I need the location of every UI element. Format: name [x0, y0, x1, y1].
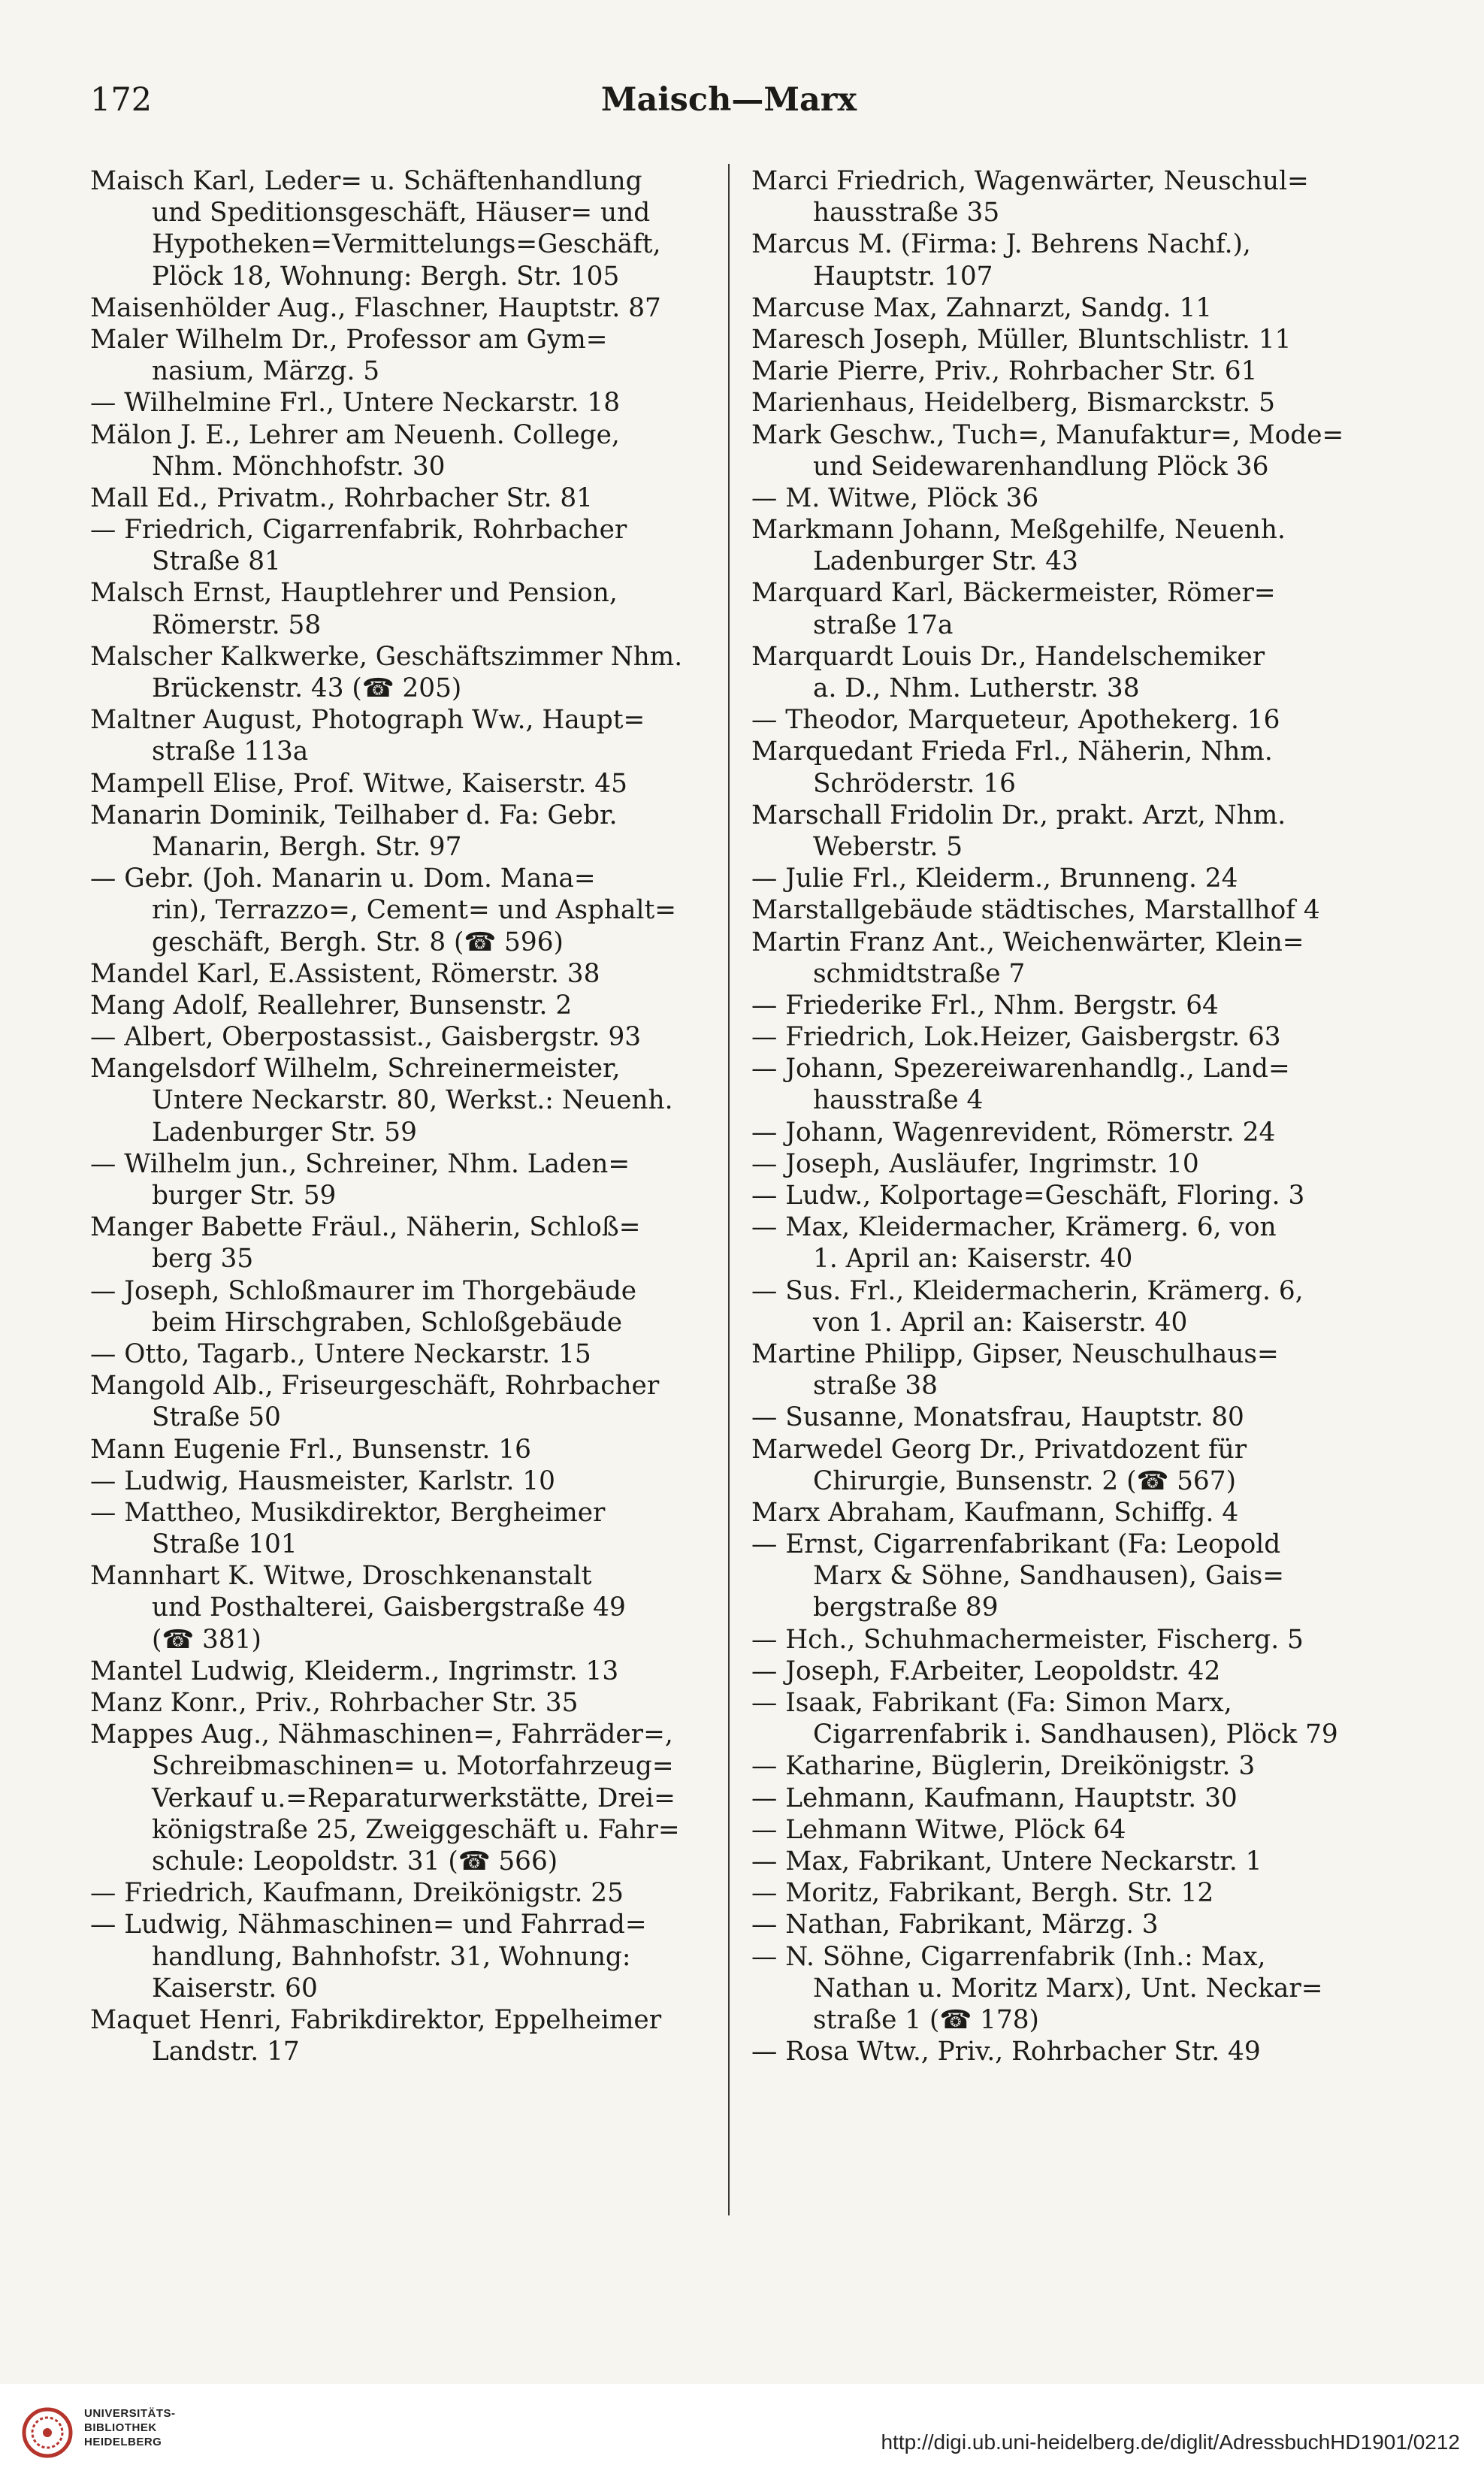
right-column — [751, 165, 1384, 2067]
directory-entry-line: Maltner August, Photograph Ww., Haupt= — [90, 705, 645, 736]
directory-entry-line: geschäft, Bergh. Str. 8 (☎ 596) — [152, 927, 564, 957]
directory-entry-line: — Johann, Wagenrevident, Römerstr. 24 — [751, 1117, 1276, 1148]
directory-entry-line: a. D., Nhm. Lutherstr. 38 — [813, 673, 1140, 703]
directory-entry-line: — M. Witwe, Plöck 36 — [751, 482, 1039, 513]
directory-entry-line: Hauptstr. 107 — [813, 261, 993, 292]
directory-entry-line: Weberstr. 5 — [813, 831, 963, 862]
directory-entry-line: hausstraße 35 — [813, 198, 1000, 228]
directory-entry-line: — Friederike Frl., Nhm. Bergstr. 64 — [751, 990, 1219, 1021]
directory-entry-line: Martine Philipp, Gipser, Neuschulhaus= — [751, 1338, 1279, 1369]
directory-entry-line: — Julie Frl., Kleiderm., Brunneng. 24 — [751, 863, 1238, 894]
directory-entry-line: Marie Pierre, Priv., Rohrbacher Str. 61 — [751, 356, 1258, 387]
directory-entry-line: straße 113a — [152, 736, 309, 767]
directory-entry-line: — Lehmann Witwe, Plöck 64 — [751, 1814, 1126, 1845]
footer-bar — [0, 2384, 1484, 2489]
directory-entry-line: und Posthalterei, Gaisbergstraße 49 — [152, 1592, 626, 1623]
directory-entry-line: — Ludwig, Hausmeister, Karlstr. 10 — [90, 1465, 555, 1496]
directory-entry-line: — Susanne, Monatsfrau, Hauptstr. 80 — [751, 1402, 1244, 1433]
directory-entry-line: Cigarrenfabrik i. Sandhausen), Plöck 79 — [813, 1719, 1338, 1750]
directory-entry-line: — Theodor, Marqueteur, Apothekerg. 16 — [751, 705, 1280, 736]
directory-entry-line: — Johann, Spezereiwarenhandlg., Land= — [751, 1054, 1290, 1084]
directory-entry-line: straße 1 (☎ 178) — [813, 2004, 1039, 2035]
directory-entry-line: Mann Eugenie Frl., Bunsenstr. 16 — [90, 1434, 531, 1465]
directory-entry-line: — Wilhelmine Frl., Untere Neckarstr. 18 — [90, 388, 621, 419]
directory-entry-line: Marquedant Frieda Frl., Näherin, Nhm. — [751, 736, 1273, 767]
directory-entry-line: Schröderstr. 16 — [813, 768, 1016, 799]
directory-entry-line: Mampell Elise, Prof. Witwe, Kaiserstr. 45 — [90, 768, 627, 799]
directory-entry-line: Maquet Henri, Fabrikdirektor, Eppelheimer — [90, 2004, 662, 2035]
directory-entry-line: Mang Adolf, Reallehrer, Bunsenstr. 2 — [90, 990, 573, 1021]
directory-entry-line: — Lehmann, Kaufmann, Hauptstr. 30 — [751, 1783, 1238, 1813]
directory-entry-line: und Speditionsgeschäft, Häuser= und — [152, 198, 651, 228]
directory-entry-line: Marcuse Max, Zahnarzt, Sandg. 11 — [751, 292, 1213, 323]
directory-entry-line: nasium, Märzg. 5 — [152, 356, 380, 387]
directory-entry-line: — Hch., Schuhmachermeister, Fischerg. 5 — [751, 1624, 1304, 1655]
directory-entry-line: Mandel Karl, E.Assistent, Römerstr. 38 — [90, 958, 600, 989]
directory-entry-line: — Joseph, Schloßmaurer im Thorgebäude — [90, 1275, 637, 1306]
directory-entry-line: Chirurgie, Bunsenstr. 2 (☎ 567) — [813, 1465, 1236, 1496]
directory-entry-line: Mangold Alb., Friseurgeschäft, Rohrbacher — [90, 1371, 660, 1402]
directory-entry-line: Schreibmaschinen= u. Motorfahrzeug= — [152, 1751, 674, 1782]
directory-entry-line: Malscher Kalkwerke, Geschäftszimmer Nhm. — [90, 641, 683, 672]
directory-entry-line: Landstr. 17 — [152, 2037, 300, 2067]
directory-entry-line: Plöck 18, Wohnung: Bergh. Str. 105 — [152, 261, 620, 292]
directory-entry-line: Marquardt Louis Dr., Handelschemiker — [751, 641, 1265, 672]
directory-entry-line: Straße 50 — [152, 1402, 281, 1433]
directory-entry-line: Marquard Karl, Bäckermeister, Römer= — [751, 578, 1276, 609]
directory-entry-line: Markmann Johann, Meßgehilfe, Neuenh. — [751, 515, 1286, 546]
directory-entry-line: Brückenstr. 43 (☎ 205) — [152, 673, 462, 703]
directory-entry-line: 1. April an: Kaiserstr. 40 — [813, 1244, 1133, 1275]
directory-entry-line: Nathan u. Moritz Marx), Unt. Neckar= — [813, 1973, 1323, 2004]
directory-entry-line: — Max, Fabrikant, Untere Neckarstr. 1 — [751, 1846, 1262, 1877]
source-url-link[interactable]: http://digi.ub.uni-heidelberg.de/diglit/AdressbuchHD1901/0212 — [881, 2430, 1460, 2454]
directory-entry-line: Mappes Aug., Nähmaschinen=, Fahrräder=, — [90, 1719, 673, 1750]
directory-entry-line: Martin Franz Ant., Weichenwärter, Klein= — [751, 927, 1304, 957]
directory-entry-line: Mantel Ludwig, Kleiderm., Ingrimstr. 13 — [90, 1656, 619, 1686]
directory-entry-line: — Joseph, Ausläufer, Ingrimstr. 10 — [751, 1148, 1199, 1179]
directory-entry-line: — Ludwig, Nähmaschinen= und Fahrrad= — [90, 1910, 647, 1940]
directory-entry-line: königstraße 25, Zweiggeschäft u. Fahr= — [152, 1814, 680, 1845]
directory-entry-line: Mangelsdorf Wilhelm, Schreinermeister, — [90, 1054, 621, 1084]
directory-entry-line: Maisch Karl, Leder= u. Schäftenhandlung — [90, 166, 642, 196]
directory-entry-line: Mälon J. E., Lehrer am Neuenh. College, — [90, 419, 620, 450]
directory-entry-line: (☎ 381) — [152, 1624, 261, 1655]
directory-entry-line: Marstallgebäude städtisches, Marstallhof 4 — [751, 895, 1320, 926]
library-logo-text: UNIVERSITÄTS- BIBLIOTHEK HEIDELBERG — [84, 2407, 176, 2448]
directory-entry-line: — Nathan, Fabrikant, Märzg. 3 — [751, 1910, 1159, 1940]
directory-entry-line: Marschall Fridolin Dr., prakt. Arzt, Nhm. — [751, 800, 1286, 830]
directory-entry-line: hausstraße 4 — [813, 1085, 984, 1116]
directory-entry-line: — Katharine, Büglerin, Dreikönigstr. 3 — [751, 1751, 1256, 1782]
directory-entry-line: Malsch Ernst, Hauptlehrer und Pension, — [90, 578, 618, 609]
directory-entry-line: Mannhart K. Witwe, Droschkenanstalt — [90, 1561, 592, 1592]
directory-entry-line: burger Str. 59 — [152, 1181, 337, 1211]
directory-entry-line: Römerstr. 58 — [152, 609, 322, 640]
directory-entry-line: — Sus. Frl., Kleidermacherin, Krämerg. 6, — [751, 1275, 1304, 1306]
column-divider — [728, 164, 730, 2215]
directory-entry-line: — Rosa Wtw., Priv., Rohrbacher Str. 49 — [751, 2037, 1261, 2067]
directory-entry-line: — Ernst, Cigarrenfabrikant (Fa: Leopold — [751, 1529, 1281, 1560]
directory-entry-line: — Friedrich, Kaufmann, Dreikönigstr. 25 — [90, 1878, 624, 1909]
left-column — [90, 165, 723, 2067]
directory-entry-line: — Gebr. (Joh. Manarin u. Dom. Mana= — [90, 863, 596, 894]
directory-entry-line: — Friedrich, Cigarrenfabrik, Rohrbacher — [90, 515, 627, 546]
directory-entry-line: Mall Ed., Privatm., Rohrbacher Str. 81 — [90, 482, 593, 513]
directory-entry-line: Kaiserstr. 60 — [152, 1973, 318, 2004]
directory-entry-line: Straße 81 — [152, 546, 281, 577]
directory-entry-line: Ladenburger Str. 43 — [813, 546, 1078, 577]
directory-entry-line: Marwedel Georg Dr., Privatdozent für — [751, 1434, 1247, 1465]
directory-entry-line: Maler Wilhelm Dr., Professor am Gym= — [90, 324, 608, 355]
page-number: 172 — [90, 81, 153, 119]
directory-entry-line: berg 35 — [152, 1244, 254, 1275]
directory-entry-line: schmidtstraße 7 — [813, 958, 1026, 989]
directory-entry-line: — Moritz, Fabrikant, Bergh. Str. 12 — [751, 1878, 1214, 1909]
directory-entry-line: Mark Geschw., Tuch=, Manufaktur=, Mode= — [751, 419, 1344, 450]
directory-entry-line: Maisenhölder Aug., Flaschner, Hauptstr. 87 — [90, 292, 661, 323]
directory-entry-line: straße 17a — [813, 609, 954, 640]
directory-entry-line: — Max, Kleidermacher, Krämerg. 6, von — [751, 1212, 1277, 1243]
directory-entry-line: Manz Konr., Priv., Rohrbacher Str. 35 — [90, 1688, 579, 1718]
directory-entry-line: bergstraße 89 — [813, 1592, 999, 1623]
directory-entry-line: — Otto, Tagarb., Untere Neckarstr. 15 — [90, 1338, 591, 1369]
directory-entry-line: Ladenburger Str. 59 — [152, 1117, 417, 1148]
directory-entry-line: Marcus M. (Firma: J. Behrens Nachf.), — [751, 229, 1251, 260]
directory-entry-line: rin), Terrazzo=, Cement= und Asphalt= — [152, 895, 676, 926]
directory-entry-line: schule: Leopoldstr. 31 (☎ 566) — [152, 1846, 558, 1877]
directory-entry-line: Manarin Dominik, Teilhaber d. Fa: Gebr. — [90, 800, 618, 830]
directory-entry-line: und Seidewarenhandlung Plöck 36 — [813, 451, 1269, 482]
directory-entry-line: Marienhaus, Heidelberg, Bismarckstr. 5 — [751, 388, 1275, 419]
directory-entry-line: handlung, Bahnhofstr. 31, Wohnung: — [152, 1941, 631, 1972]
directory-entry-line: Maresch Joseph, Müller, Bluntschlistr. 11 — [751, 324, 1292, 355]
directory-entry-line: — N. Söhne, Cigarrenfabrik (Inh.: Max, — [751, 1941, 1266, 1972]
directory-entry-line: — Mattheo, Musikdirektor, Bergheimer — [90, 1497, 606, 1528]
directory-entry-line: Marx Abraham, Kaufmann, Schiffg. 4 — [751, 1497, 1239, 1528]
directory-entry-line: — Isaak, Fabrikant (Fa: Simon Marx, — [751, 1688, 1232, 1718]
directory-entry-line: — Albert, Oberpostassist., Gaisbergstr. 93 — [90, 1022, 642, 1053]
directory-entry-line: Manger Babette Fräul., Näherin, Schloß= — [90, 1212, 641, 1243]
directory-entry-line: — Friedrich, Lok.Heizer, Gaisbergstr. 63 — [751, 1022, 1281, 1053]
directory-entry-line: Marci Friedrich, Wagenwärter, Neuschul= — [751, 166, 1309, 196]
directory-entry-line: — Joseph, F.Arbeiter, Leopoldstr. 42 — [751, 1656, 1221, 1686]
directory-entry-line: Untere Neckarstr. 80, Werkst.: Neuenh. — [152, 1085, 673, 1116]
directory-entry-line: Marx & Söhne, Sandhausen), Gais= — [813, 1561, 1284, 1592]
directory-entry-line: — Ludw., Kolportage=Geschäft, Floring. 3 — [751, 1181, 1305, 1211]
running-title: Maisch—Marx — [600, 81, 857, 119]
page-header — [90, 81, 1368, 126]
directory-entry-line: Hypotheken=Vermittelungs=Geschäft, — [152, 229, 661, 260]
directory-entry-line: von 1. April an: Kaiserstr. 40 — [813, 1307, 1188, 1338]
directory-entry-line: beim Hirschgraben, Schloßgebäude — [152, 1307, 623, 1338]
library-seal-icon — [21, 2406, 74, 2459]
directory-entry-line: — Wilhelm jun., Schreiner, Nhm. Laden= — [90, 1148, 630, 1179]
directory-entry-line: Manarin, Bergh. Str. 97 — [152, 831, 462, 862]
directory-entry-line: Verkauf u.=Reparaturwerkstätte, Drei= — [152, 1783, 676, 1813]
directory-entry-line: Straße 101 — [152, 1529, 298, 1560]
directory-entry-line: straße 38 — [813, 1371, 938, 1402]
directory-entry-line: Nhm. Mönchhofstr. 30 — [152, 451, 446, 482]
